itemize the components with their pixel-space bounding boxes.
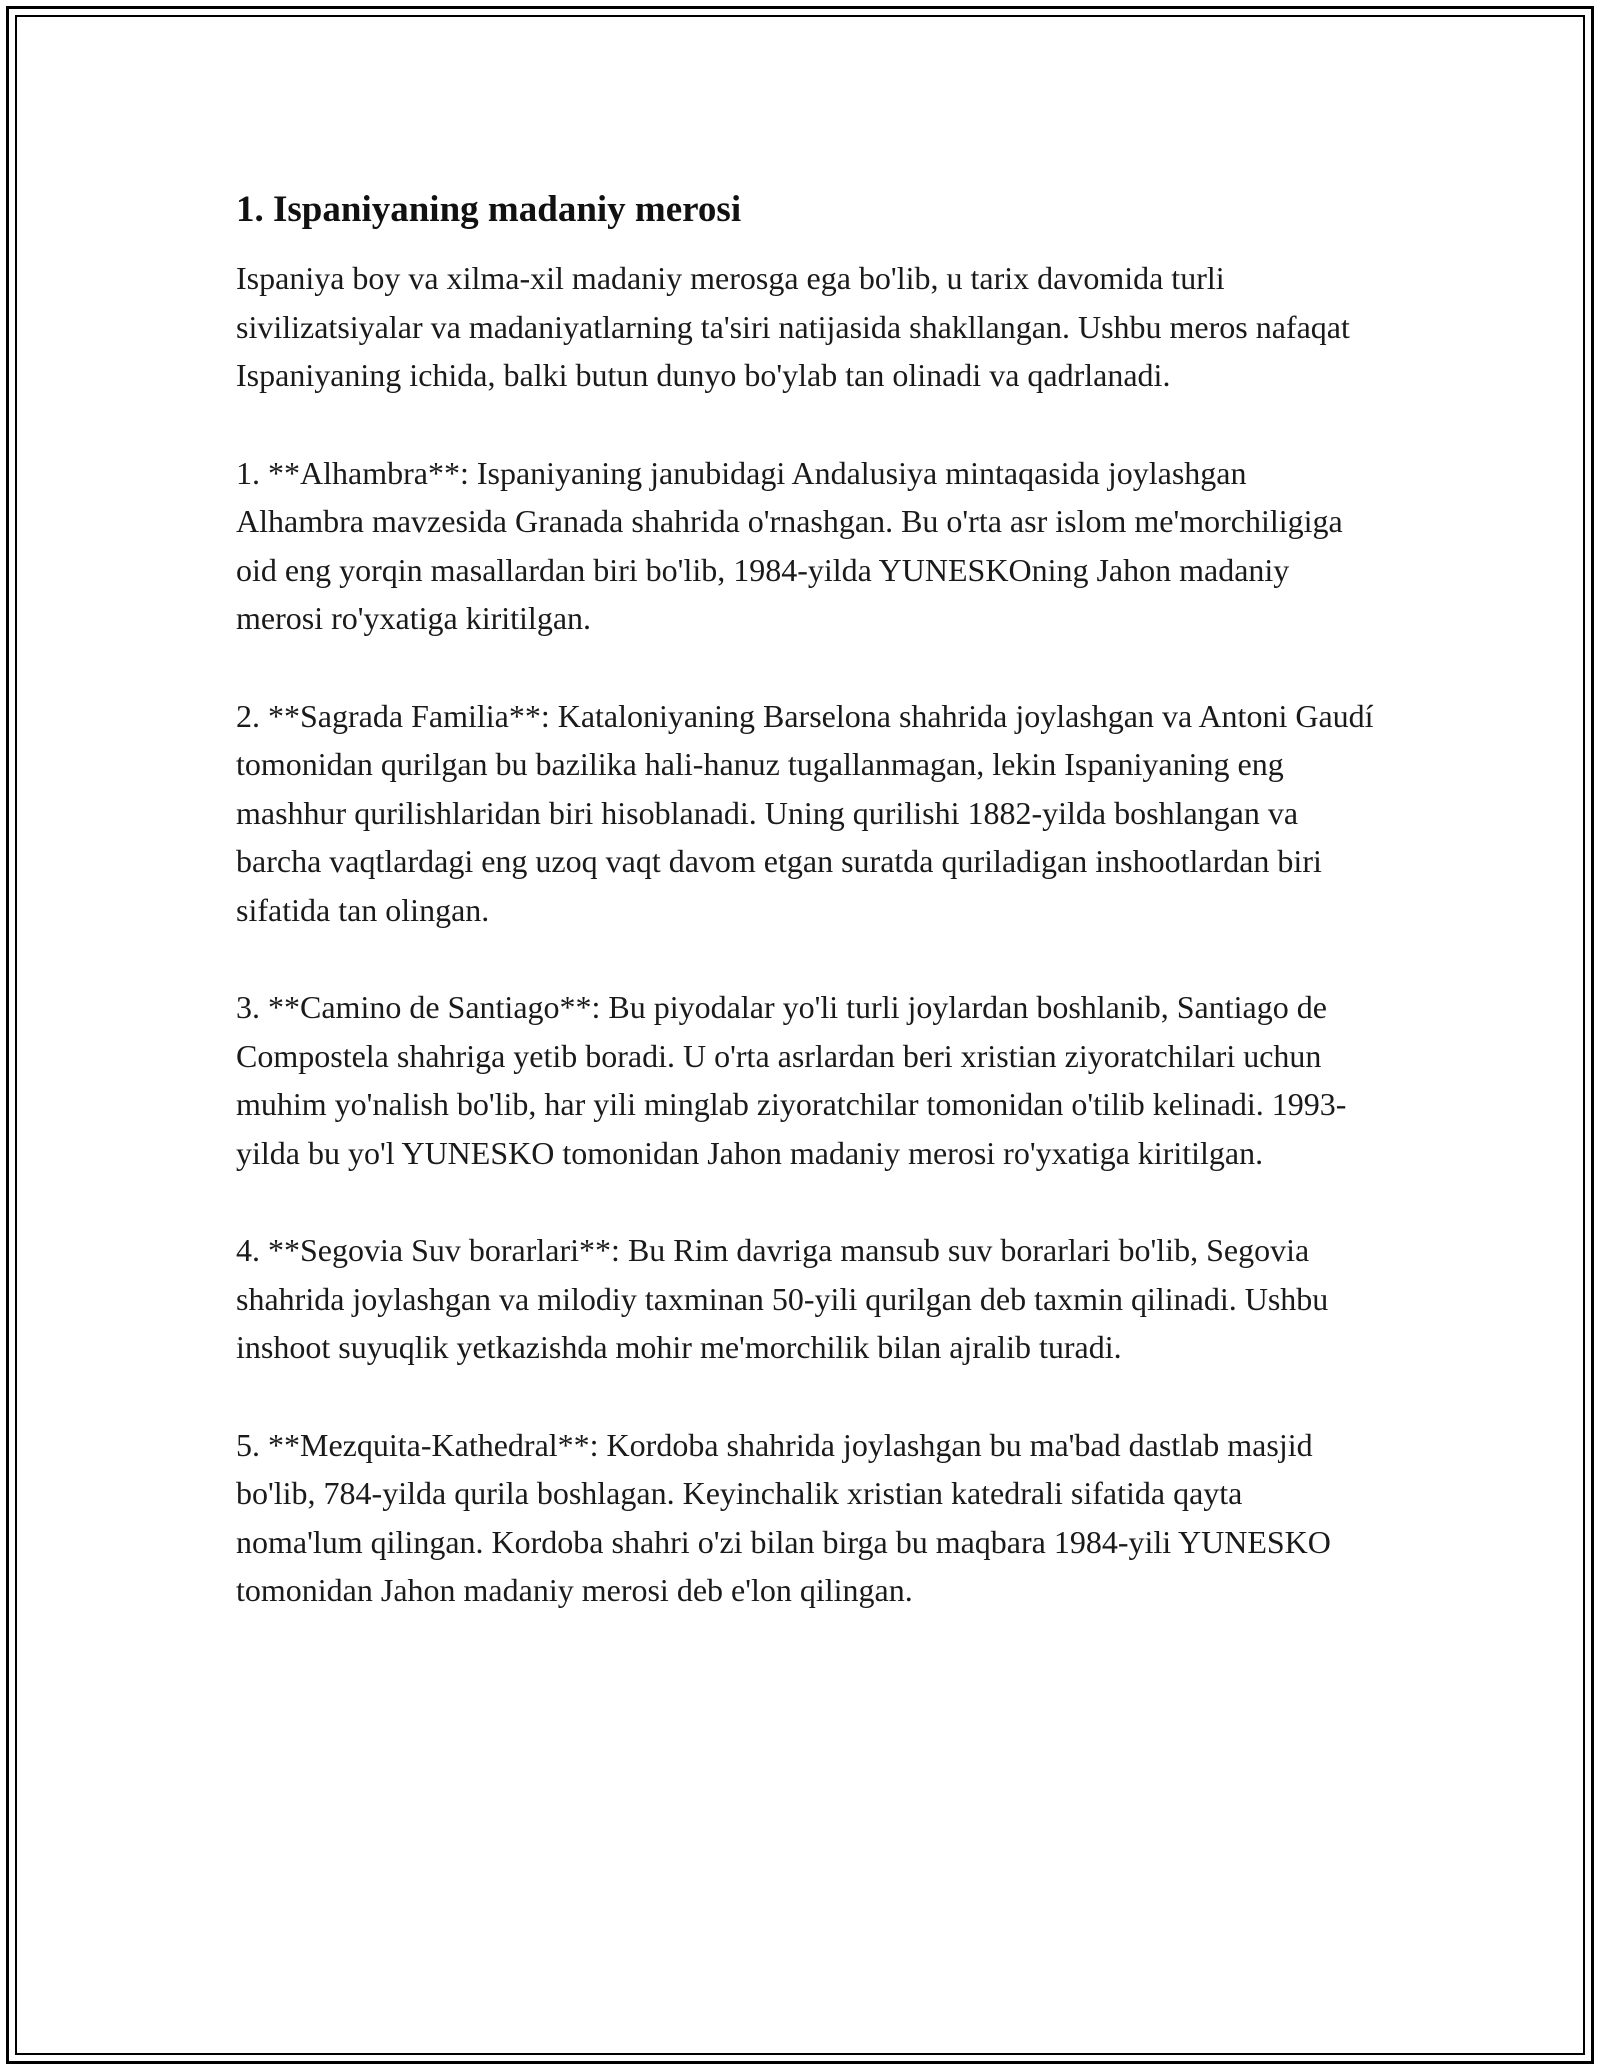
list-item-alhambra: 1. **Alhambra**: Ispaniyaning janubidagi Andalusiya mintaqasida joylashgan Alhambra mavzesida Granada shahrida o'rnashgan. Bu o'rta asr islom me'morchiligiga oid eng yorqin masallardan biri bo'lib, 1984-yilda YUNESKOning Jahon madaniy merosi ro'yxatiga kiritilgan. [236,454,1343,636]
section-heading: 1. Ispaniyaning madaniy merosi [236,189,742,230]
list-item-mezquita: 5. **Mezquita-Kathedral**: Kordoba shahrida joylashgan bu ma'bad dastlab masjid bo'lib, 784-yilda qurila boshlagan. Keyinchalik xristian katedrali sifatida qayta noma'lum qilingan. Kordoba shahri o'zi bilan birga bu maqbara 1984-yili YUNESKO tomonidan Jahon madaniy merosi deb e'lon qilingan. [236,1426,1331,1608]
list-item-segovia: 4. **Segovia Suv borarlari**: Bu Rim davriga mansub suv borarlari bo'lib, Segovia shahrida joylashgan va milodiy taxminan 50-yili qurilgan deb taxmin qilinadi. Ushbu inshoot suyuqlik yetkazishda mohir me'morchilik bilan ajralib turadi. [236,1232,1329,1365]
document-body [236,186,1376,1664]
intro-paragraph: Ispaniya boy va xilma-xil madaniy merosga ega bo'lib, u tarix davomida turli sivilizatsiyalar va madaniyatlarning ta'siri natijasida shakllangan. Ushbu meros nafaqat Ispaniyaning ichida, balki butun dunyo bo'ylab tan olinadi va qadrlanadi. [236,260,1350,393]
list-item-camino-de-santiago: 3. **Camino de Santiago**: Bu piyodalar yo'li turli joylardan boshlanib, Santiago de Compostela shahriga yetib boradi. U o'rta asrlardan beri xristian ziyoratchilari uchun muhim yo'nalish bo'lib, har yili minglab ziyoratchilar tomonidan o'tilib kelinadi. 1993-yilda bu yo'l YUNESKO tomonidan Jahon madaniy merosi ro'yxatiga kiritilgan. [236,989,1347,1171]
list-item-sagrada-familia: 2. **Sagrada Familia**: Kataloniyaning Barselona shahrida joylashgan va Antoni Gaudí tomonidan qurilgan bu bazilika hali-hanuz tugallanmagan, lekin Ispaniyaning eng mashhur qurilishlaridan biri hisoblanadi. Uning qurilishi 1882-yilda boshlangan va barcha vaqtlardagi eng uzoq vaqt davom etgan suratda quriladigan inshootlardan biri sifatida tan olingan. [236,697,1374,928]
